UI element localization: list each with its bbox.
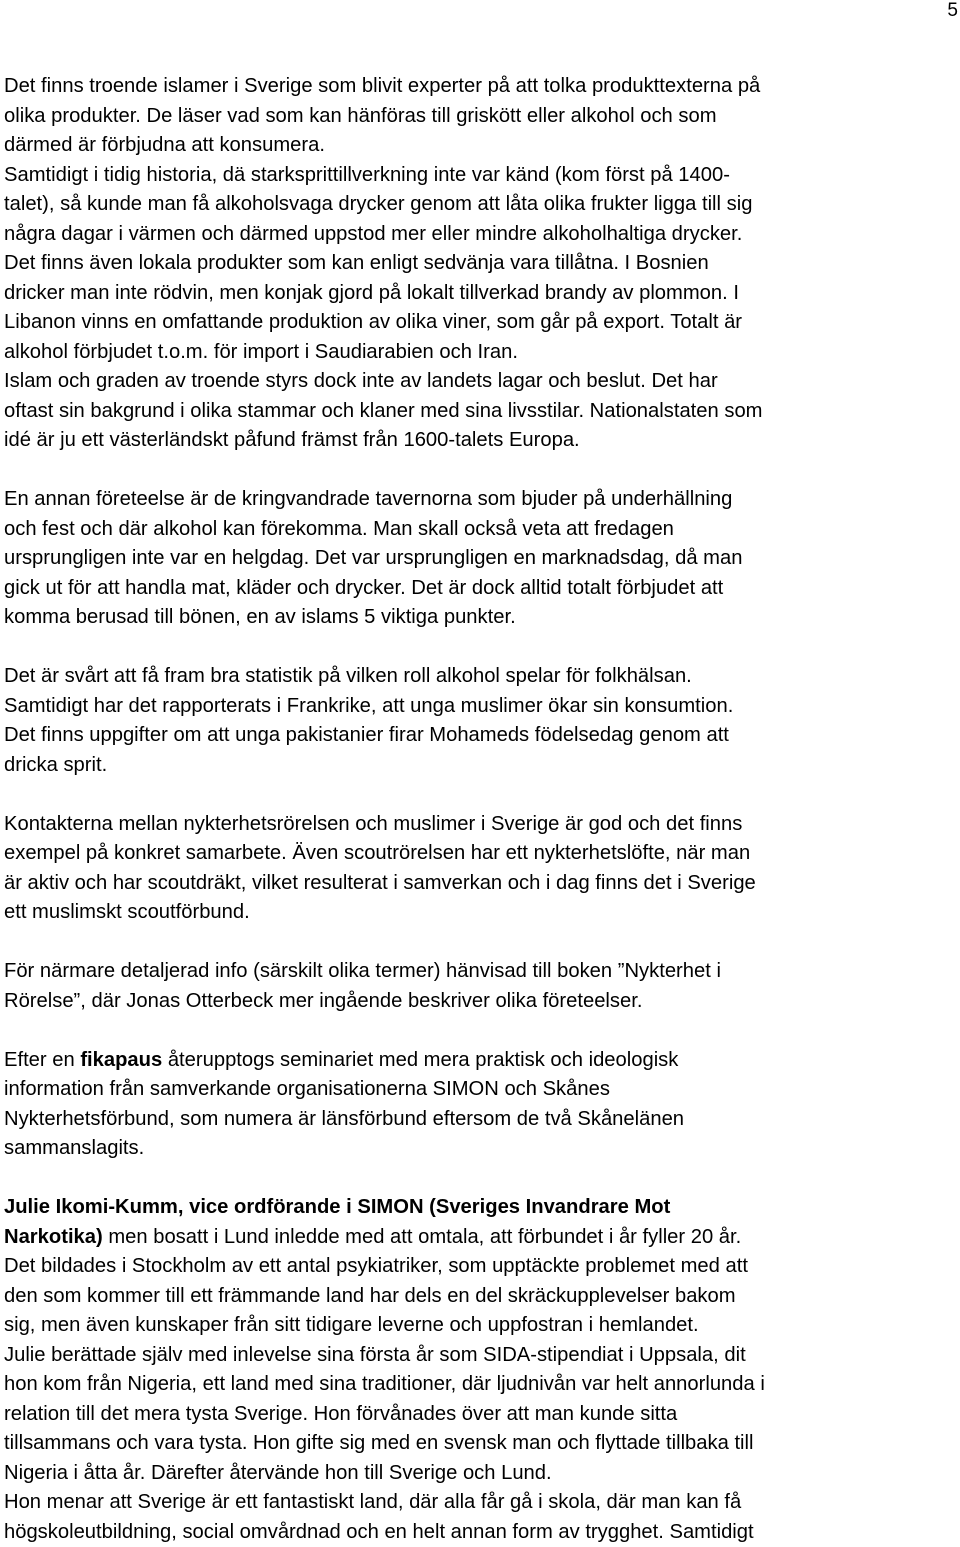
text-line: sig, men även kunskaper från sitt tidigare leverne och uppfostran i hemlandet.: [4, 1311, 956, 1341]
text-line: Rörelse”, där Jonas Otterbeck mer ingående beskriver olika företeelser.: [4, 987, 956, 1017]
paragraph: [4, 810, 956, 928]
text-line: Samtidigt i tidig historia, dä starksprittillverkning inte var känd (kom först på 1400-: [4, 161, 956, 191]
paragraph-gap: [4, 1164, 956, 1194]
speaker-heading-end: Narkotika): [4, 1226, 103, 1248]
text-line: oftast sin bakgrund i olika stammar och klaner med sina livsstilar. Nationalstaten som: [4, 397, 956, 427]
paragraph-gap: [4, 456, 956, 486]
text-line: högskoleutbildning, social omvårdnad och en helt annan form av trygghet. Samtidigt: [4, 1518, 956, 1547]
text-line: För närmare detaljerad info (särskilt olika termer) hänvisad till boken ”Nykterhet i: [4, 957, 956, 987]
text-line: ursprungligen inte var en helgdag. Det var ursprungligen en marknadsdag, då man: [4, 544, 956, 574]
text-line: olika produkter. De läser vad som kan hänföras till griskött eller alkohol och som: [4, 102, 956, 132]
text-run: återupptogs seminariet med mera praktisk och ideologisk: [162, 1049, 678, 1071]
text-line: Det är svårt att få fram bra statistik på vilken roll alkohol spelar för folkhälsan.: [4, 662, 956, 692]
text-line: talet), så kunde man få alkoholsvaga drycker genom att låta olika frukter ligga till sig: [4, 190, 956, 220]
text-line: Nykterhetsförbund, som numera är länsförbund eftersom de två Skånelänen: [4, 1105, 956, 1135]
text-line: den som kommer till ett främmande land har dels en del skräckupplevelser bakom: [4, 1282, 956, 1312]
text-line: Kontakterna mellan nykterhetsrörelsen och muslimer i Sverige är god och det finns: [4, 810, 956, 840]
text-line: komma berusad till bönen, en av islams 5 viktiga punkter.: [4, 603, 956, 633]
text-line: [4, 1046, 956, 1076]
text-line: hon kom från Nigeria, ett land med sina traditioner, där ljudnivån var helt annorlunda i: [4, 1370, 956, 1400]
text-line: Det bildades i Stockholm av ett antal psykiatriker, som upptäckte problemet med att: [4, 1252, 956, 1282]
paragraph-gap: [4, 780, 956, 810]
text-line: En annan företeelse är de kringvandrade tavernorna som bjuder på underhällning: [4, 485, 956, 515]
paragraph: [4, 957, 956, 1016]
text-line: Samtidigt har det rapporterats i Frankrike, att unga muslimer ökar sin konsumtion.: [4, 692, 956, 722]
text-run: Efter en: [4, 1049, 80, 1071]
text-line: dricka sprit.: [4, 751, 956, 781]
text-line: gick ut för att handla mat, kläder och drycker. Det är dock alltid totalt förbjudet att: [4, 574, 956, 604]
text-line: Julie berättade själv med inlevelse sina första år som SIDA-stipendiat i Uppsala, dit: [4, 1341, 956, 1371]
paragraph-gap: [4, 1016, 956, 1046]
paragraph-gap: [4, 928, 956, 958]
text-line: Det finns även lokala produkter som kan enligt sedvänja vara tillåtna. I Bosnien: [4, 249, 956, 279]
text-line: Islam och graden av troende styrs dock inte av landets lagar och beslut. Det har: [4, 367, 956, 397]
paragraph: [4, 485, 956, 633]
paragraph: [4, 72, 956, 456]
text-line: sammanslagits.: [4, 1134, 956, 1164]
text-line: tillsammans och vara tysta. Hon gifte sig med en svensk man och flyttade tillbaka till: [4, 1429, 956, 1459]
paragraph: [4, 1193, 956, 1547]
text-line: [4, 1223, 956, 1253]
text-line: alkohol förbjudet t.o.m. för import i Saudiarabien och Iran.: [4, 338, 956, 368]
text-line: dricker man inte rödvin, men konjak gjord på lokalt tillverkad brandy av plommon. I: [4, 279, 956, 309]
text-run: men bosatt i Lund inledde med att omtala, att förbundet i år fyller 20 år.: [103, 1226, 742, 1248]
text-line: Libanon vinns en omfattande produktion av olika viner, som går på export. Totalt är: [4, 308, 956, 338]
text-line: är aktiv och har scoutdräkt, vilket resulterat i samverkan och i dag finns det i Sverige: [4, 869, 956, 899]
text-line: Nigeria i åtta år. Därefter återvände hon till Sverige och Lund.: [4, 1459, 956, 1489]
paragraph-gap: [4, 633, 956, 663]
speaker-heading: Julie Ikomi-Kumm, vice ordförande i SIMON (Sveriges Invandrare Mot: [4, 1193, 956, 1223]
text-line: några dagar i värmen och därmed uppstod mer eller mindre alkoholhaltiga drycker.: [4, 220, 956, 250]
bold-term: fikapaus: [80, 1049, 162, 1071]
paragraph: [4, 1046, 956, 1164]
text-line: idé är ju ett västerländskt påfund främst från 1600-talets Europa.: [4, 426, 956, 456]
text-line: därmed är förbjudna att konsumera.: [4, 131, 956, 161]
text-line: relation till det mera tysta Sverige. Hon förvånades över att man kunde sitta: [4, 1400, 956, 1430]
paragraph: [4, 662, 956, 780]
text-line: information från samverkande organisationerna SIMON och Skånes: [4, 1075, 956, 1105]
text-line: Det finns troende islamer i Sverige som blivit experter på att tolka produkttexterna på: [4, 72, 956, 102]
text-line: Det finns uppgifter om att unga pakistanier firar Mohameds födelsedag genom att: [4, 721, 956, 751]
document-body: [4, 72, 956, 1547]
text-line: Hon menar att Sverige är ett fantastiskt land, där alla får gå i skola, där man kan få: [4, 1488, 956, 1518]
text-line: ett muslimskt scoutförbund.: [4, 898, 956, 928]
page-number: 5: [947, 0, 958, 22]
text-line: exempel på konkret samarbete. Även scoutrörelsen har ett nykterhetslöfte, när man: [4, 839, 956, 869]
text-line: och fest och där alkohol kan förekomma. Man skall också veta att fredagen: [4, 515, 956, 545]
